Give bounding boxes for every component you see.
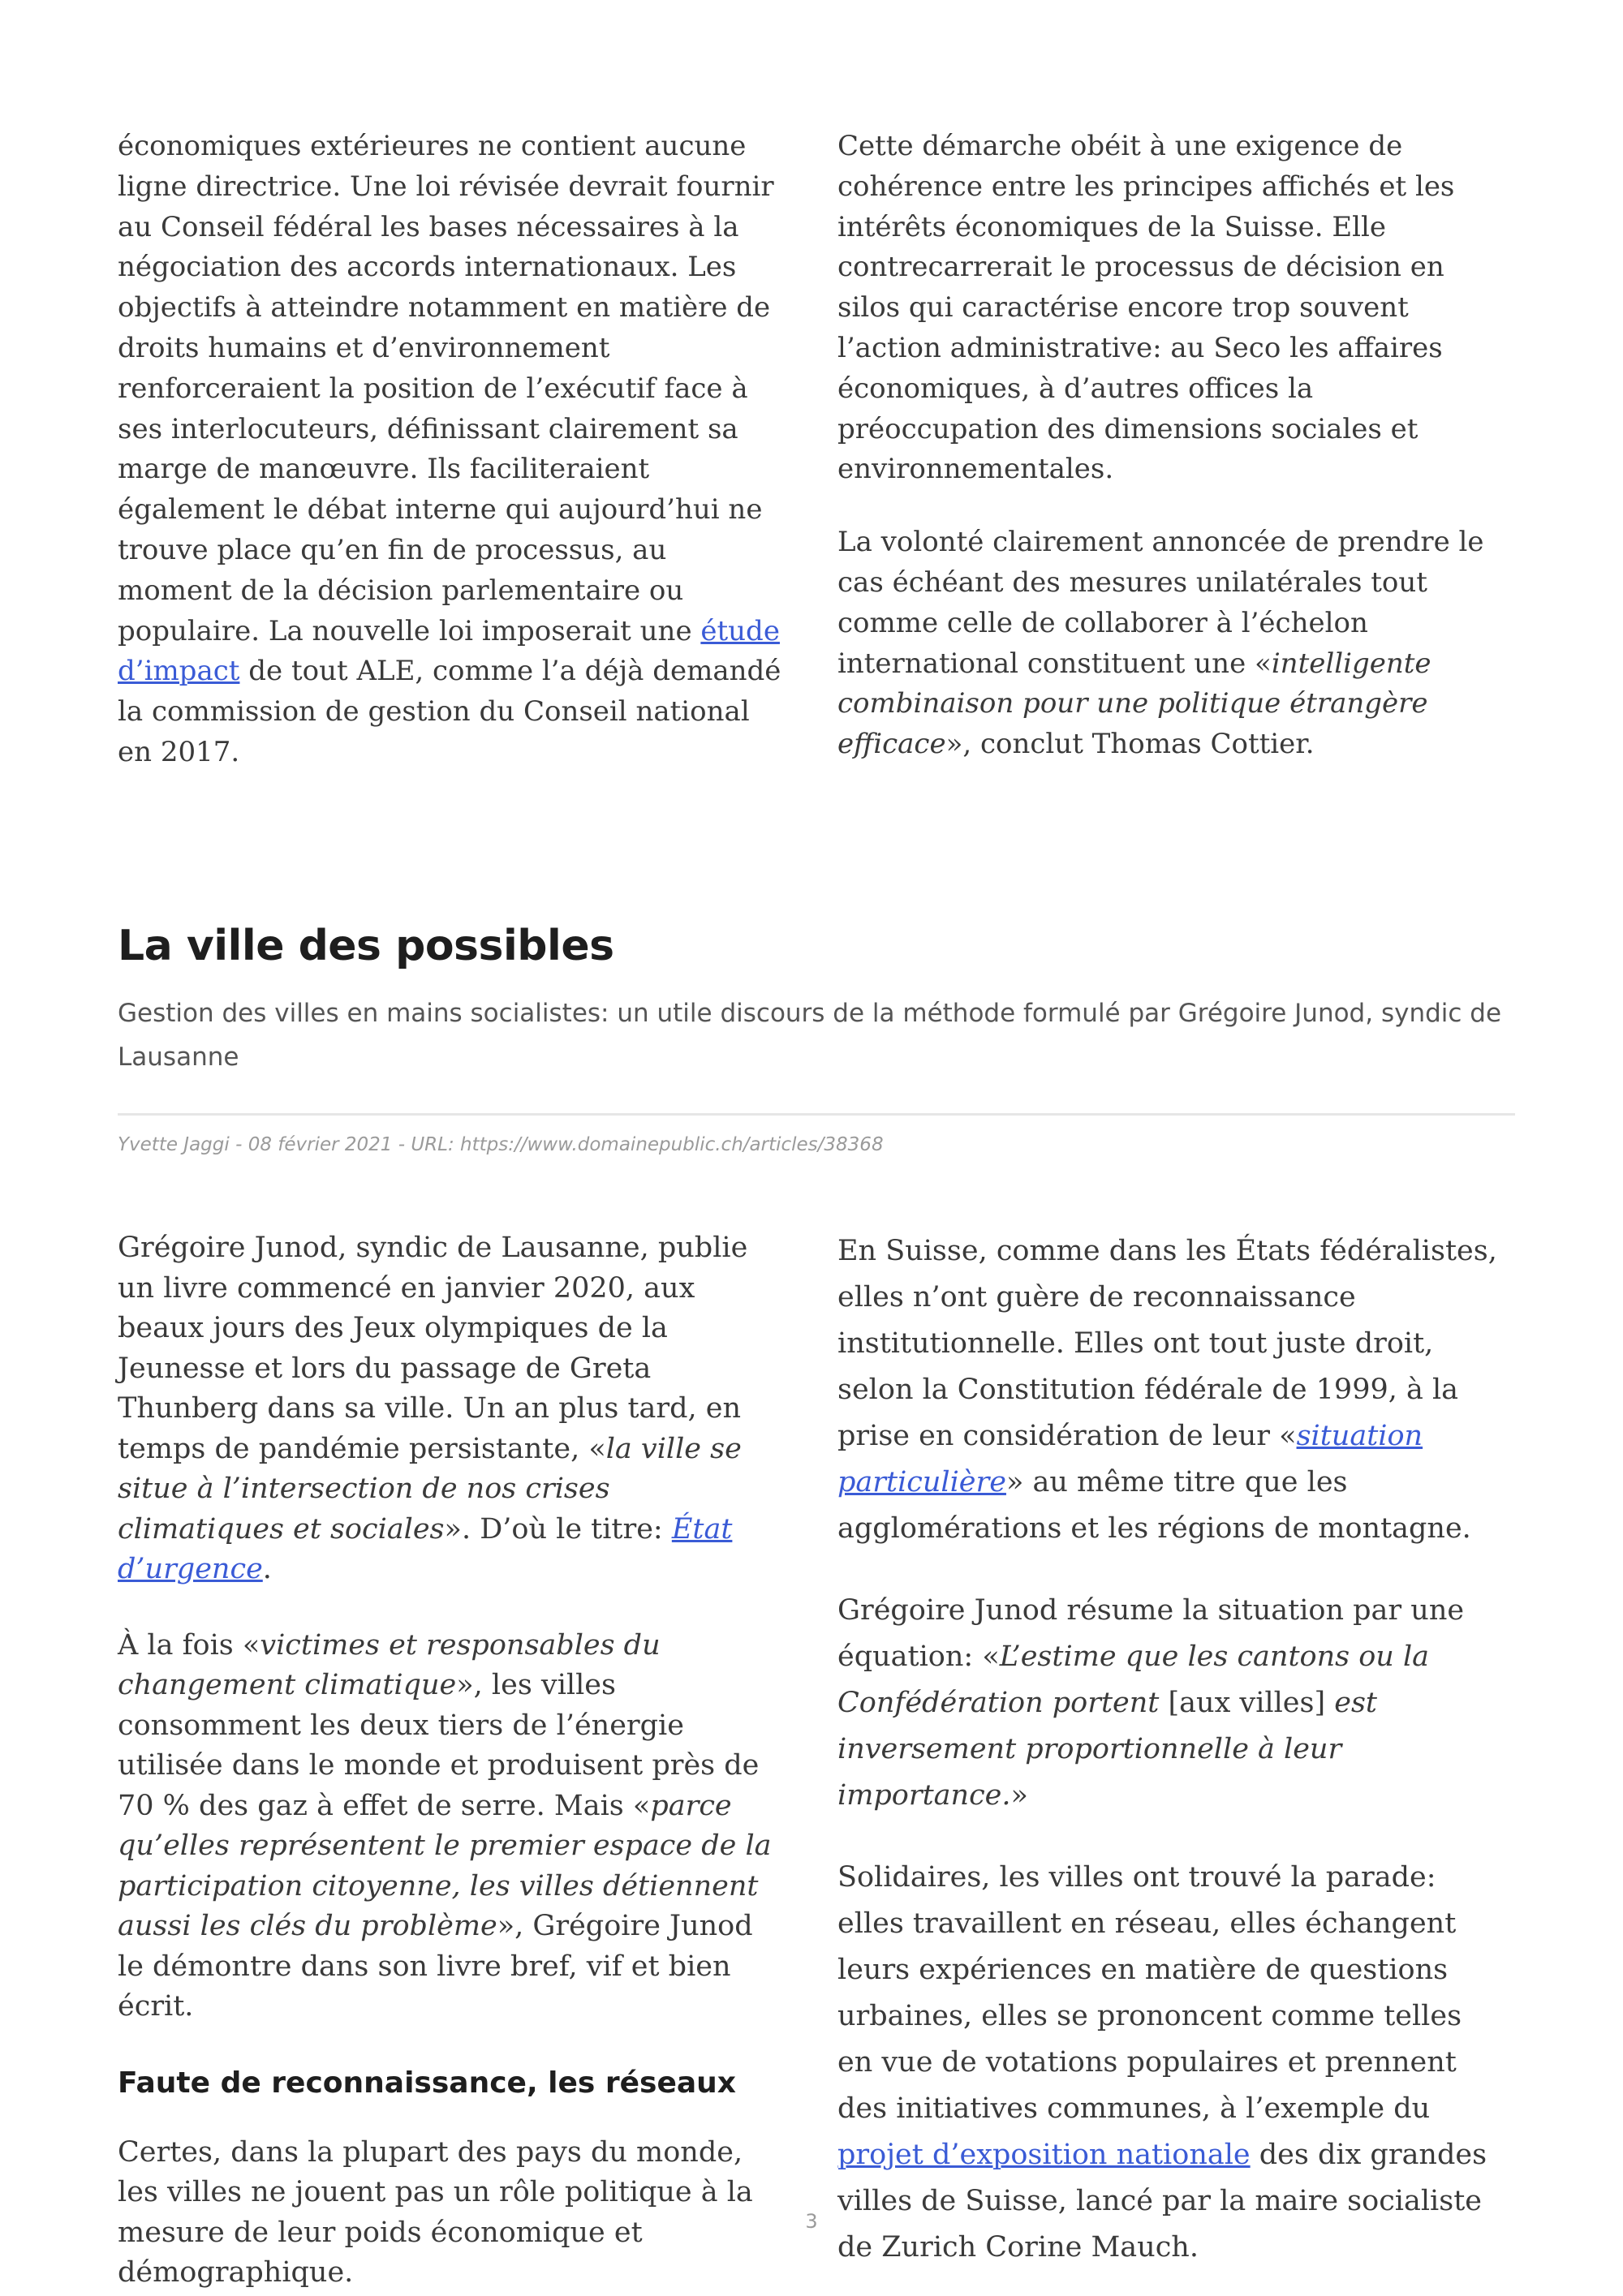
paragraph: La volonté clairement annoncée de prendre le cas échéant des mesures unilatérales tout comme celle de collaborer à l’échelon international constituent une «intelligente combinaison pour une politique étrangère efficace», conclut Thomas Cottier. — [837, 526, 1484, 761]
paragraph: Cette démarche obéit à une exigence de cohérence entre les principes affichés et les intérêts économiques de la Suisse. Elle contrecarrerait le processus de décision en silos qui caractérise encore trop souvent l’action administrative: au Seco les affaires économiques, à d’autres offices la préoccupation des dimensions sociales et environnementales. — [837, 130, 1455, 486]
prev-article-right-column — [837, 127, 1503, 765]
paragraph: économiques extérieures ne contient aucune ligne directrice. Une loi révisée devrait fournir au Conseil fédéral les bases nécessaires à la négociation des accords internationaux. Les objectifs à atteindre notamment en matière de droits humains et d’environnement renforceraient la position de l’exécutif face à ses interlocuteurs, définissant clairement sa marge de manœuvre. Ils faciliteraient également le débat interne qui aujourd’hui ne trouve place qu’en fin de processus, au moment de la décision parlementaire ou populaire. La nouvelle loi imposerait une étude d’impact de tout ALE, comme l’a déjà demandé la commission de gestion du Conseil national en 2017. — [118, 130, 781, 768]
paragraph: En Suisse, comme dans les États fédéralistes, elles n’ont guère de reconnaissance institutionnelle. Elles ont tout juste droit, selon la Constitution fédérale de 1999, à la prise en considération de leur «situation particulière» au même titre que les agglomérations et les régions de montagne. — [837, 1235, 1497, 1545]
paragraph: À la fois «victimes et responsables du changement climatique», les villes consomment les deux tiers de l’énergie utilisée dans le monde et produisent près de 70 % des gaz à effet de serre. Mais «parce qu’elles représentent le premier espace de la participation citoyenne, les villes détiennent aussi les clés du problème», Grégoire Junod le démontre dans son livre bref, vif et bien écrit. — [118, 1628, 772, 2023]
paragraph: Grégoire Junod, syndic de Lausanne, publie un livre commencé en janvier 2020, aux beaux jours des Jeux olympiques de la Jeunesse et lors du passage de Greta Thunberg dans sa ville. Un an plus tard, en temps de pandémie persistante, «la ville se situe à l’intersection de nos crises climatiques et sociales». D’où le titre: État d’urgence. — [118, 1232, 748, 1585]
article-left-column — [118, 1228, 783, 2294]
page-number: 3 — [805, 2210, 818, 2233]
section-heading: Faute de reconnaissance, les réseaux — [118, 2066, 737, 2100]
link-etat-urgence[interactable]: État d’urgence — [118, 1512, 733, 1585]
article-subtitle: Gestion des villes en mains socialistes: un utile discours de la méthode formulé par Grégoire Junod, syndic de Lausanne — [118, 999, 1502, 1072]
link-situation-particuliere[interactable]: situation particulière — [837, 1420, 1423, 1498]
divider — [118, 1113, 1515, 1116]
article-title: La ville des possibles — [118, 922, 614, 970]
link-projet-exposition[interactable]: projet d’exposition nationale — [837, 2139, 1251, 2171]
link-etude-impact[interactable]: étude d’impact — [118, 614, 780, 688]
paragraph: Grégoire Junod résume la situation par une équation: «L’estime que les cantons ou la Confédération portent [aux villes] est inversement proportionnelle à leur importance.» — [837, 1594, 1465, 1812]
article-right-column — [837, 1228, 1503, 2271]
article-meta: Yvette Jaggi - 08 février 2021 - URL: https://www.domainepublic.ch/articles/38368 — [118, 1134, 884, 1155]
paragraph: Certes, dans la plupart des pays du monde, les villes ne jouent pas un rôle politique à la mesure de leur poids économique et démographique. — [118, 2135, 753, 2289]
paragraph: Solidaires, les villes ont trouvé la parade: elles travaillent en réseau, elles échangent leurs expériences en matière de questions urbaines, elles se prononcent comme telles en vue de votations populaires et prennent des initiatives communes, à l’exemple du projet d’exposition nationale des dix grandes villes de Suisse, lancé par la maire socialiste de Zurich Corine Mauch. — [837, 1861, 1487, 2264]
prev-article-left-column — [118, 127, 783, 773]
